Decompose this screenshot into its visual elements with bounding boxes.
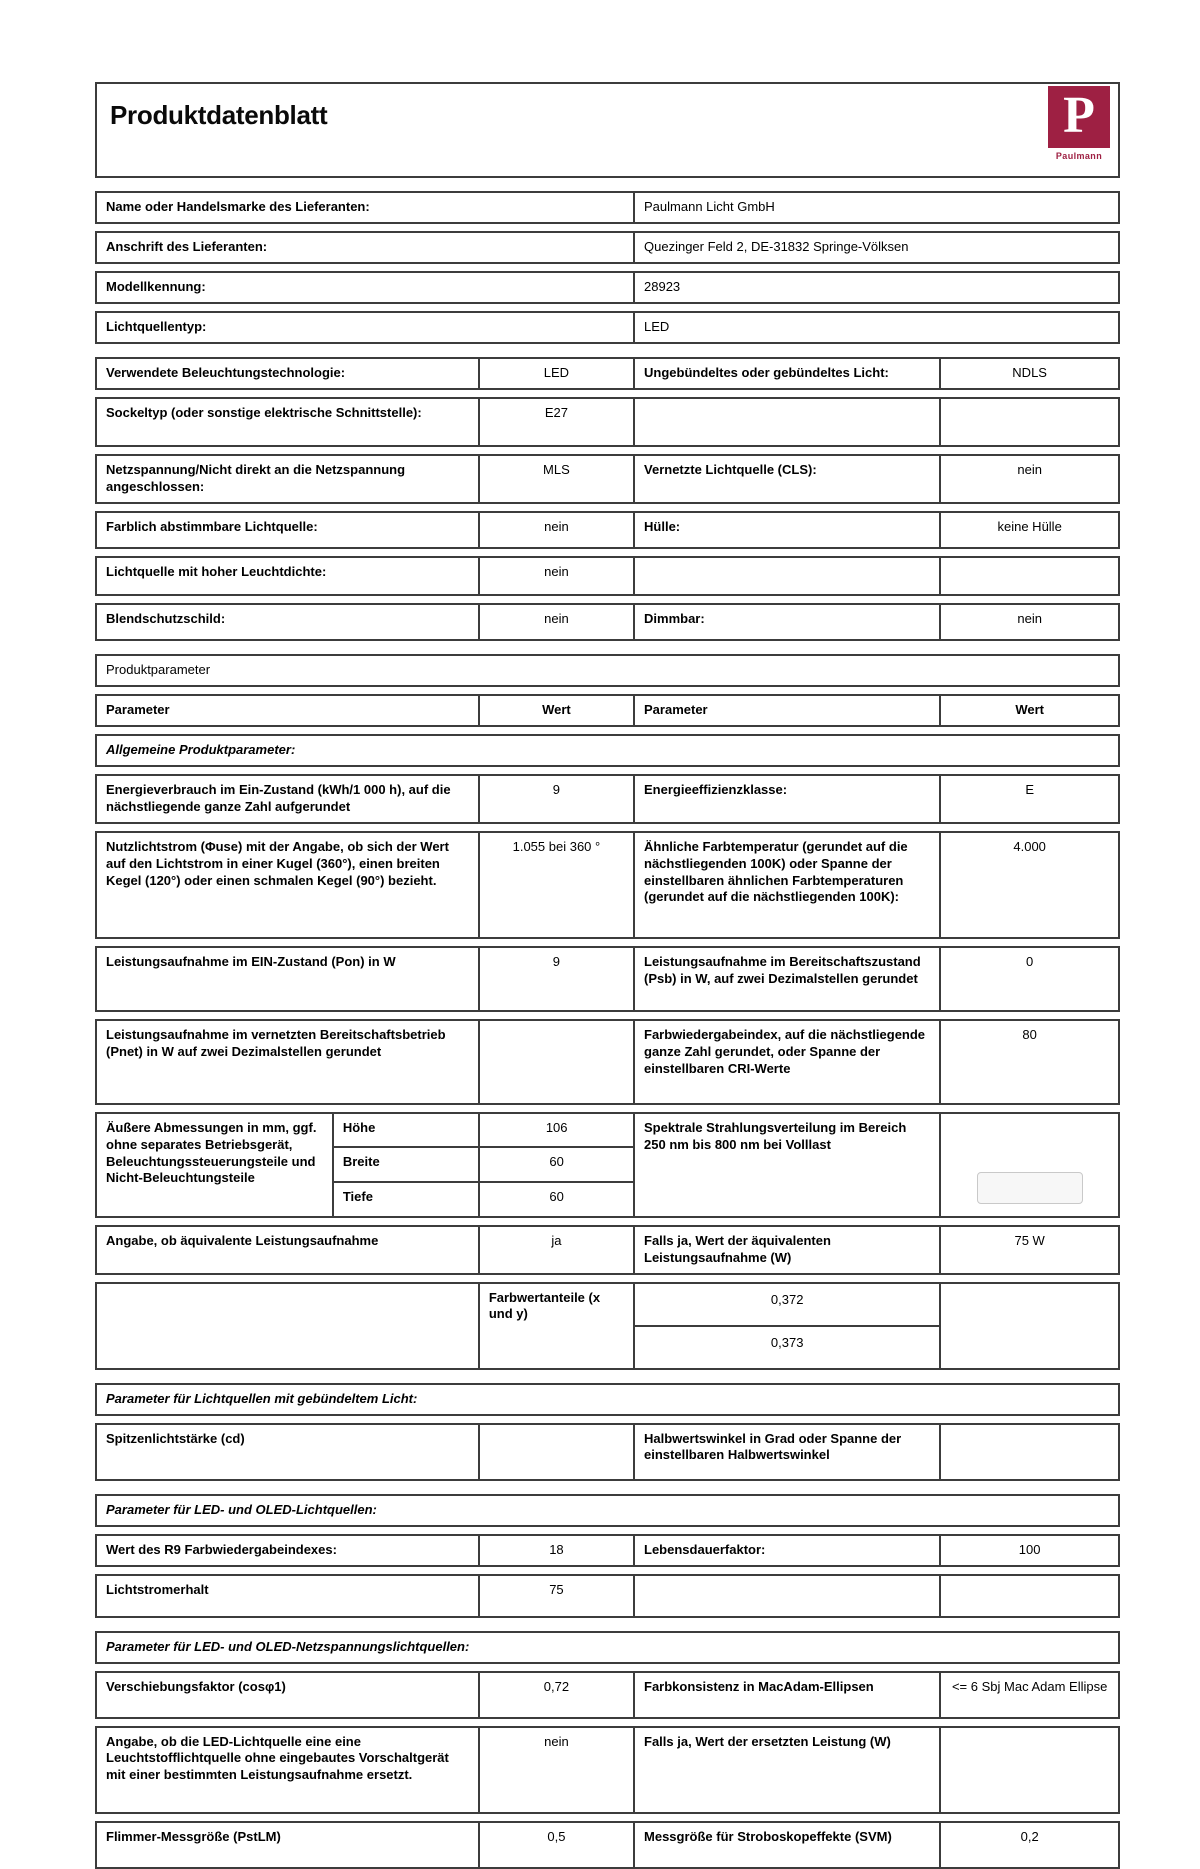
dimension-depth-row [334,1181,633,1216]
param-value-cell: nein [478,1728,633,1812]
dimension-value: 60 [478,1183,633,1216]
param-value-cell: LED [478,359,633,388]
param-value-cell: NDLS [939,359,1118,388]
paulmann-logo-icon: P [1048,86,1110,148]
param-label-cell: Spitzenlichtstärke (cd) [106,1430,245,1446]
param-label-cell [633,399,939,445]
param-value-cell: LED [633,313,1118,342]
datasheet-document [95,82,1120,1869]
table-row [95,1726,1120,1814]
subsection-title: Parameter für LED- und OLED-Netzspannungslichtquellen: [106,1638,470,1654]
param-value-cell: 0,2 [939,1823,1118,1867]
param-label-cell: Lichtquellentyp: [106,319,207,334]
subsection-row [95,1494,1120,1527]
param-label-cell: Anschrift des Lieferanten: [106,239,268,254]
param-label-cell: Lichtquelle mit hoher Leuchtdichte: [106,564,327,579]
param-label-cell: Hülle: [633,513,939,547]
param-label-cell: Blendschutzschild: [106,611,226,626]
param-value-cell: 75 [478,1576,633,1616]
page-title: Produktdatenblatt [110,100,328,130]
table-row [95,556,1120,596]
param-value-cell: 0,5 [478,1823,633,1867]
param-value-cell [939,1425,1118,1479]
param-label-cell: Leistungsaufnahme im Bereitschaftszustand (Psb) in W, auf zwei Dezimalstellen gerundet [633,948,939,1010]
param-value-cell [939,399,1118,445]
table-row [95,603,1120,641]
spectral-image-cell [939,1114,1118,1216]
subsection-row [95,1383,1120,1416]
param-value-cell: nein [478,605,633,639]
param-value-cell: nein [939,456,1118,502]
table-row [95,1821,1120,1869]
table-row [95,831,1120,939]
param-value-cell [478,1425,633,1479]
column-header: Parameter [633,696,939,725]
param-value-cell: Quezinger Feld 2, DE-31832 Springe-Völksen [633,233,1118,262]
table-row [95,397,1120,447]
param-label-cell: Lichtstromerhalt [106,1581,209,1597]
param-label-cell: Messgröße für Stroboskopeffekte (SVM) [633,1823,939,1867]
table-row [95,454,1120,504]
section-title-row [95,654,1120,687]
param-label-cell: Falls ja, Wert der ersetzten Leistung (W) [633,1728,939,1812]
param-label-cell: Modellkennung: [106,279,206,294]
param-label-cell: Name oder Handelsmarke des Lieferanten: [106,199,370,214]
column-header: Wert [939,696,1118,725]
param-label-cell: Ungebündeltes oder gebündeltes Licht: [633,359,939,388]
table-row-supplier-name [95,191,1120,224]
param-value-cell: 18 [478,1536,633,1565]
chromaticity-row [95,1282,1120,1370]
param-value-cell [939,558,1118,594]
param-label-cell: Vernetzte Lichtquelle (CLS): [633,456,939,502]
param-label-cell: Energieverbrauch im Ein-Zustand (kWh/1 000 h), auf die nächstliegende ganze Zahl aufgerundet [106,782,451,814]
param-value-cell: 100 [939,1536,1118,1565]
dimensions-row [95,1112,1120,1218]
param-label-cell: Halbwertswinkel in Grad oder Spanne der einstellbaren Halbwertswinkel [633,1425,939,1479]
param-value-cell: 75 W [939,1227,1118,1273]
param-label-cell: Falls ja, Wert der äquivalenten Leistungsaufnahme (W) [633,1227,939,1273]
subsection-row [95,1631,1120,1664]
table-row [95,1423,1120,1481]
param-value-cell: 80 [939,1021,1118,1103]
table-row-model-id [95,271,1120,304]
param-label-cell: Leistungsaufnahme im EIN-Zustand (Pon) in W [106,953,396,969]
table-row-light-source-type [95,311,1120,344]
table-row [95,357,1120,390]
column-header: Parameter [106,702,170,717]
param-value-cell: 28923 [633,273,1118,302]
param-value-cell: nein [478,558,633,594]
dimensions-sub-table [332,1114,633,1216]
param-value-cell [478,1021,633,1103]
table-row [95,774,1120,824]
param-label-cell: Verschiebungsfaktor (cosφ1) [106,1678,286,1694]
subsection-title: Allgemeine Produktparameter: [106,742,296,757]
param-value-cell: keine Hülle [939,513,1118,547]
empty-cell [939,1284,1118,1368]
table-row [95,1671,1120,1719]
dimension-width-row [334,1146,633,1181]
table-row-supplier-address [95,231,1120,264]
param-value-cell: 1.055 bei 360 ° [478,833,633,937]
table-row [95,1574,1120,1618]
subsection-title: Parameter für Lichtquellen mit gebündeltem Licht: [106,1390,418,1406]
param-label-cell: Dimmbar: [633,605,939,639]
param-label-cell: Verwendete Beleuchtungstechnologie: [106,365,346,380]
table-row [95,1225,1120,1275]
column-header: Wert [478,696,633,725]
subsection-title: Parameter für LED- und OLED-Lichtquellen: [106,1501,377,1517]
param-label-cell: Nutzlichtstrom (Φuse) mit der Angabe, ob sich der Wert auf den Lichtstrom in einer Kugel (360°), einen breiten Kegel (120°) oder einen schmalen Kegel (90°) bezieht. [106,838,449,888]
dimension-height-row [334,1114,633,1147]
param-value-cell: 9 [478,948,633,1010]
subsection-row [95,734,1120,767]
param-label-cell: Angabe, ob äquivalente Leistungsaufnahme [106,1232,379,1248]
dimension-value: 60 [478,1148,633,1181]
param-value-cell: 4.000 [939,833,1118,937]
param-value-cell: 9 [478,776,633,822]
chromaticity-values [633,1284,939,1368]
spectral-image-placeholder [977,1172,1083,1204]
param-label-cell [633,558,939,594]
param-label-cell [633,1576,939,1616]
dimension-value: 106 [478,1114,633,1147]
spectral-distribution-label: Spektrale Strahlungsverteilung im Bereich 250 nm bis 800 nm bei Volllast [633,1114,939,1216]
param-value-cell: 0,72 [478,1673,633,1717]
chromaticity-y-value: 0,373 [635,1325,939,1368]
param-label-cell: Ähnliche Farbtemperatur (gerundet auf die nächstliegenden 100K) oder Spanne der einstellbaren ähnlichen Farbtemperaturen (gerundet auf die nächstliegenden 100K): [633,833,939,937]
param-value-cell: E [939,776,1118,822]
dimension-label: Höhe [342,1119,376,1135]
param-value-cell: nein [478,513,633,547]
param-value-cell [939,1728,1118,1812]
empty-cell [97,1284,478,1368]
param-label-cell: Lebensdauerfaktor: [633,1536,939,1565]
table-row [95,1534,1120,1567]
paulmann-brand-text: Paulmann [1055,151,1103,161]
param-value-cell: nein [939,605,1118,639]
param-label-cell: Farbwertanteile (x und y) [478,1284,633,1368]
param-label-cell: Flimmer-Messgröße (PstLM) [106,1828,281,1844]
param-value-cell: 0 [939,948,1118,1010]
dimension-label: Breite [342,1154,380,1170]
param-label-cell: Energieeffizienzklasse: [633,776,939,822]
paulmann-logo [1047,86,1111,161]
param-label-cell: Angabe, ob die LED-Lichtquelle eine eine Leuchtstofflichtquelle ohne eingebautes Vorschaltgerät mit einer bestimmten Leistungsaufnahme ersetzt. [106,1733,449,1783]
param-value-cell: MLS [478,456,633,502]
column-header-row [95,694,1120,727]
param-value-cell: ja [478,1227,633,1273]
table-row [95,511,1120,549]
chromaticity-x-value: 0,372 [770,1291,804,1307]
param-label-cell: Farblich abstimmbare Lichtquelle: [106,519,318,534]
param-value-cell: Paulmann Licht GmbH [633,193,1118,222]
table-row [95,946,1120,1012]
param-label-cell: Wert des R9 Farbwiedergabeindexes: [106,1541,337,1557]
dimension-label: Tiefe [342,1189,373,1205]
param-label-cell: Farbwiedergabeindex, auf die nächstliegende ganze Zahl gerundet, oder Spanne der einstellbaren CRI-Werte [633,1021,939,1103]
param-value-cell [939,1576,1118,1616]
table-row [95,1019,1120,1105]
section-title: Produktparameter [106,662,211,677]
param-value-cell: E27 [478,399,633,445]
param-label-cell: Farbkonsistenz in MacAdam-Ellipsen [633,1673,939,1717]
param-label-cell: Netzspannung/Nicht direkt an die Netzspannung angeschlossen: [106,462,406,494]
param-value-cell: <= 6 Sbj Mac Adam Ellipse [939,1673,1118,1717]
param-label-cell: Leistungsaufnahme im vernetzten Bereitschaftsbetrieb (Pnet) in W auf zwei Dezimalstellen gerundet [106,1026,446,1059]
param-label-cell: Sockeltyp (oder sonstige elektrische Schnittstelle): [106,405,422,420]
dimensions-label: Äußere Abmessungen in mm, ggf. ohne separates Betriebsgerät, Beleuchtungssteuerungsteile und Nicht-Beleuchtungsteile [106,1119,317,1186]
document-header [95,82,1120,178]
